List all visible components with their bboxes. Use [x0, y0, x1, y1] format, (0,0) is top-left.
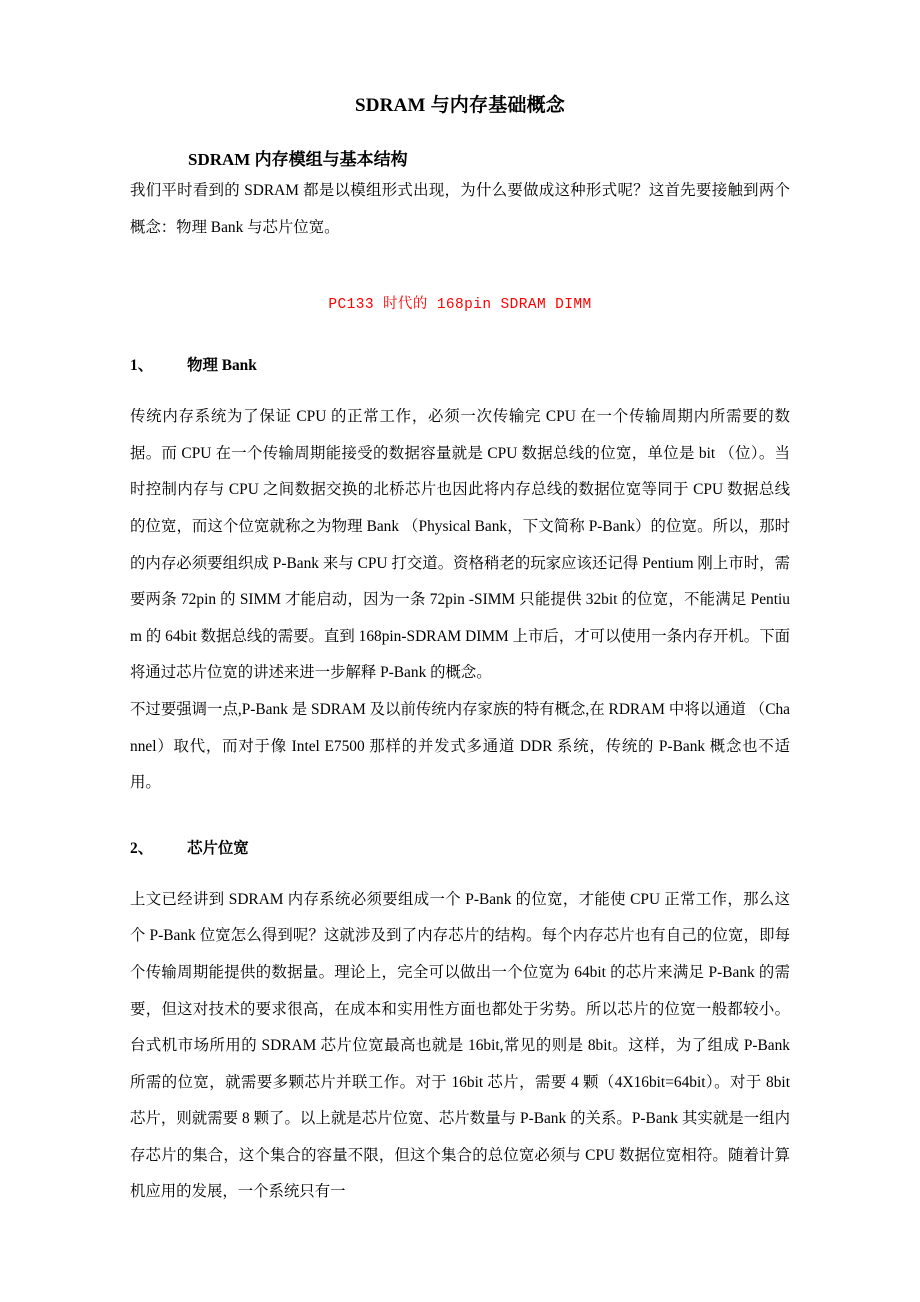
section-heading-1	[130, 319, 790, 381]
figure-caption: PC133 时代的 168pin SDRAM DIMM	[328, 297, 592, 314]
section-title-1: 物理 Bank	[187, 357, 257, 375]
section-title-2: 芯片位宽	[187, 839, 249, 857]
section-2-paragraph-1: 上文已经讲到 SDRAM 内存系统必须要组成一个 P-Bank 的位宽，才能使 CPU 正常工作，那么这个 P-Bank 位宽怎么得到呢？这就涉及到了内存芯片的结构。每个内存芯片也有自己的位宽，即每个传输周期能提供的数据量。理论上，完全可以做出一个位宽为 64bit 的芯片来满足 P-Bank 的需要，但这对技术的要求很高，在成本和实用性方面也都处于劣势。所以芯片的位宽一般都较小。台式机市场所用的 SDRAM 芯片位宽最高也就是 16bit,常见的则是 8bit。这样，为了组成 P-Bank 所需的位宽，就需要多颗芯片并联工作。对于 16bit 芯片，需要 4 颗（4X16bit=64bit）。对于 8bit 芯片，则就需要 8 颗了。以上就是芯片位宽、芯片数量与 P-Bank 的关系。P-Bank 其实就是一组内存芯片的集合，这个集合的容量不限，但这个集合的总位宽必须与 CPU 数据位宽相符。随着计算机应用的发展，一个系统只有一	[130, 890, 790, 1201]
section-1-paragraph-2: 不过要强调一点,P-Bank 是 SDRAM 及以前传统内存家族的特有概念,在 RDRAM 中将以通道 （Channel）取代，而对于像 Intel E7500 那样的并发式多通道 DDR 系统，传统的 P-Bank 概念也不适用。	[130, 700, 790, 792]
document-subtitle: SDRAM 内存模组与基本结构	[188, 150, 408, 169]
section-number-1: 1、	[130, 357, 154, 375]
page-title: SDRAM 与内存基础概念	[354, 95, 565, 116]
section-1-paragraph-1: 传统内存系统为了保证 CPU 的正常工作，必须一次传输完 CPU 在一个传输周期内所需要的数据。而 CPU 在一个传输周期能接受的数据容量就是 CPU 数据总线的位宽，单位是 bit （位）。当时控制内存与 CPU 之间数据交换的北桥芯片也因此将内存总线的数据位宽等同于 CPU 数据总线的位宽，而这个位宽就称之为物理 Bank （Physical Bank，下文简称 P-Bank）的位宽。所以，那时的内存必须要组织成 P-Bank 来与 CPU 打交道。资格稍老的玩家应该还记得 Pentium 刚上市时，需要两条 72pin 的 SIMM 才能启动，因为一条 72pin -SIMM 只能提供 32bit 的位宽，不能满足 Pentium 的 64bit 数据总线的需要。直到 168pin-SDRAM DIMM 上市后，才可以使用一条内存开机。下面将通过芯片位宽的讲述来进一步解释 P-Bank 的概念。	[130, 408, 790, 682]
intro-paragraph: 我们平时看到的 SDRAM 都是以模组形式出现，为什么要做成这种形式呢？这首先要接触到两个概念：物理 Bank 与芯片位宽。	[130, 182, 790, 236]
section-number-2: 2、	[130, 839, 154, 857]
document-content	[130, 0, 790, 1211]
section-heading-2	[130, 802, 790, 864]
